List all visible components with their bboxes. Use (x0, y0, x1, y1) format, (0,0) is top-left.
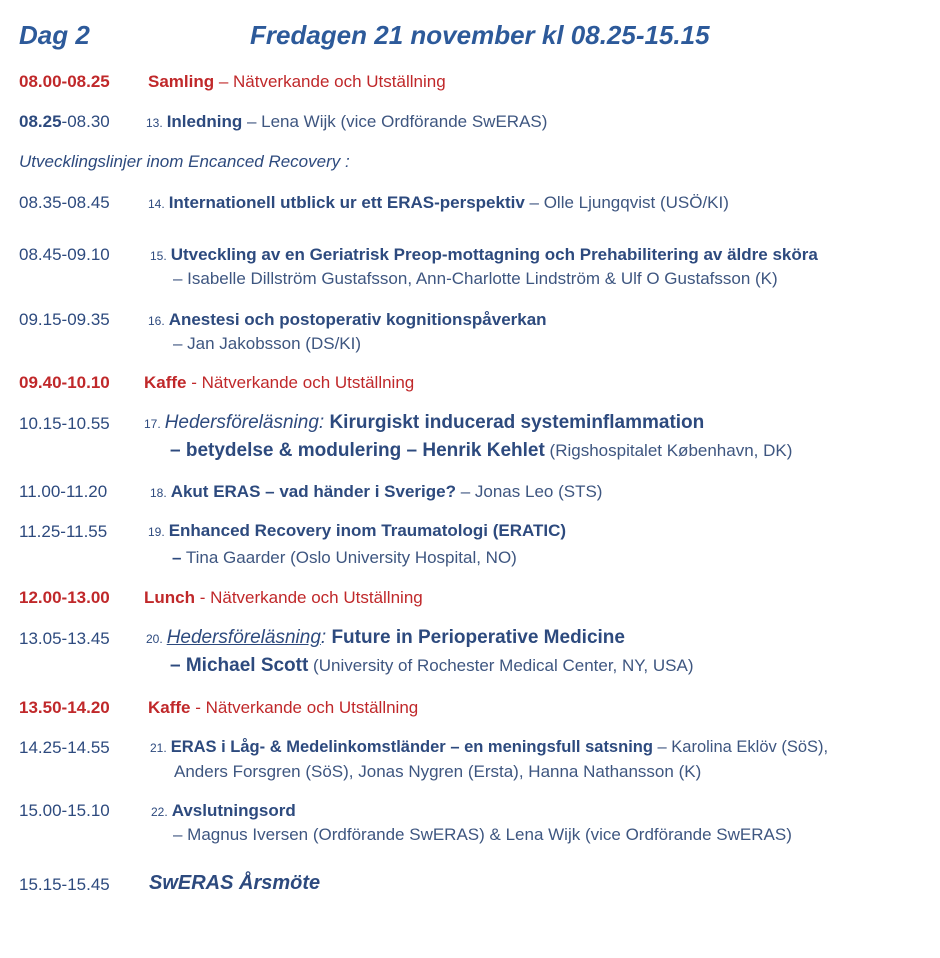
item-rest: – Karolina Eklöv (SöS), (652, 738, 829, 756)
item-speakers: Anders Forsgren (SöS), Jonas Nygren (Ersta), Hanna Nathansson (K) (174, 762, 702, 781)
schedule-item (144, 373, 414, 393)
item-speakers: – Magnus Iversen (Ordförande SwERAS) & Lena Wijk (vice Ordförande SwERAS) (173, 825, 792, 844)
item-title: SwERAS Årsmöte (149, 872, 321, 894)
item-speakers (170, 655, 693, 677)
time-slot: 08.45-09.10 (19, 245, 110, 264)
time-slot: 09.40-10.10 (19, 373, 110, 392)
time-slot: 09.15-09.35 (19, 310, 110, 329)
item-title: Future in Perioperative Medicine (326, 627, 625, 648)
item-title: Enhanced Recovery inom Traumatologi (ERATIC) (168, 521, 567, 540)
schedule-item (144, 412, 704, 434)
time-slot (19, 112, 110, 132)
item-rest: – Jonas Leo (STS) (456, 482, 603, 501)
item-title: Kaffe (148, 698, 191, 717)
section-label: Utvecklingslinjer inom Encanced Recovery : (19, 152, 350, 171)
item-title: Kirurgiskt inducerad systeminflammation (324, 412, 705, 433)
item-number: 20. (146, 632, 163, 646)
item-rest: – Lena Wijk (vice Ordförande SwERAS) (242, 112, 548, 131)
item-speakers: – Isabelle Dillström Gustafsson, Ann-Charlotte Lindström & Ulf O Gustafsson (K) (173, 269, 778, 288)
schedule-item (146, 112, 547, 132)
item-prefix: Hedersföreläsning (166, 627, 321, 648)
schedule-item (148, 72, 446, 92)
schedule-item (144, 588, 423, 608)
item-title: ERAS i Låg- & Medelinkomstländer – en meningsfull satsning (170, 738, 653, 756)
item-title: Anestesi och postoperativ kognitionspåverkan (168, 310, 547, 329)
schedule-item (151, 801, 296, 821)
item-rest: - Nätverkande och Utställning (190, 698, 419, 717)
item-number: 19. (148, 525, 165, 539)
item-speaker: – Michael Scott (170, 655, 309, 676)
item-title: Samling (148, 72, 215, 91)
item-speakers (172, 548, 517, 568)
schedule-item (146, 627, 625, 649)
time-slot: 14.25-14.55 (19, 738, 110, 757)
schedule-item (148, 193, 729, 213)
time-slot: 10.15-10.55 (19, 414, 110, 433)
item-number: 18. (150, 486, 167, 500)
item-rest: - Nätverkande och Utställning (186, 373, 415, 392)
time-end: -08.30 (61, 112, 110, 131)
item-number: 22. (151, 805, 168, 819)
day-label: Dag 2 (19, 20, 90, 50)
item-speakers (170, 440, 792, 462)
time-start: 08.25 (19, 112, 62, 131)
time-slot: 15.15-15.45 (19, 875, 110, 894)
item-title: Akut ERAS – vad händer i Sverige? (170, 482, 456, 501)
item-prefix: Hedersföreläsning: (164, 412, 325, 433)
schedule-item (150, 482, 602, 502)
item-speaker: Tina Gaarder (Oslo University Hospital, NO) (181, 548, 517, 567)
item-title: Lunch (144, 588, 195, 607)
item-affiliation: (Rigshospitalet København, DK) (544, 441, 793, 460)
item-number: 16. (148, 314, 165, 328)
schedule-item (148, 521, 566, 541)
time-slot: 08.00-08.25 (19, 72, 110, 91)
item-rest: - Nätverkande och Utställning (195, 588, 423, 607)
item-number: 17. (144, 417, 161, 431)
item-number: 14. (148, 197, 165, 211)
time-slot: 11.25-11.55 (19, 522, 108, 541)
item-number: 15. (150, 249, 167, 263)
item-affiliation: (University of Rochester Medical Center, NY, USA) (308, 656, 694, 675)
item-speaker: – betydelse & modulering – Henrik Kehlet (170, 440, 545, 461)
item-dash: – (172, 548, 182, 567)
item-title: Utveckling av en Geriatrisk Preop-mottagning och Prehabilitering av äldre sköra (170, 245, 818, 264)
schedule-item (148, 310, 547, 330)
time-slot: 13.05-13.45 (19, 629, 110, 648)
item-speakers: – Jan Jakobsson (DS/KI) (173, 334, 362, 353)
item-title: Internationell utblick ur ett ERAS-perspektiv (168, 193, 525, 212)
item-title: Kaffe (144, 373, 187, 392)
item-rest: – Nätverkande och Utställning (214, 72, 446, 91)
schedule-item (150, 245, 818, 265)
time-slot: 11.00-11.20 (19, 482, 108, 501)
schedule-item (148, 698, 418, 718)
item-title: Avslutningsord (171, 801, 296, 820)
item-prefix-colon: : (320, 627, 327, 648)
page-title: Fredagen 21 november kl 08.25-15.15 (250, 20, 710, 50)
item-number: 21. (150, 741, 167, 755)
time-slot: 15.00-15.10 (19, 801, 110, 820)
item-title: Inledning (166, 112, 243, 131)
time-slot: 12.00-13.00 (19, 588, 110, 607)
schedule-item (150, 738, 828, 757)
time-slot: 08.35-08.45 (19, 193, 110, 212)
item-rest: – Olle Ljungqvist (USÖ/KI) (524, 193, 729, 212)
item-number: 13. (146, 116, 163, 130)
time-slot: 13.50-14.20 (19, 698, 110, 717)
